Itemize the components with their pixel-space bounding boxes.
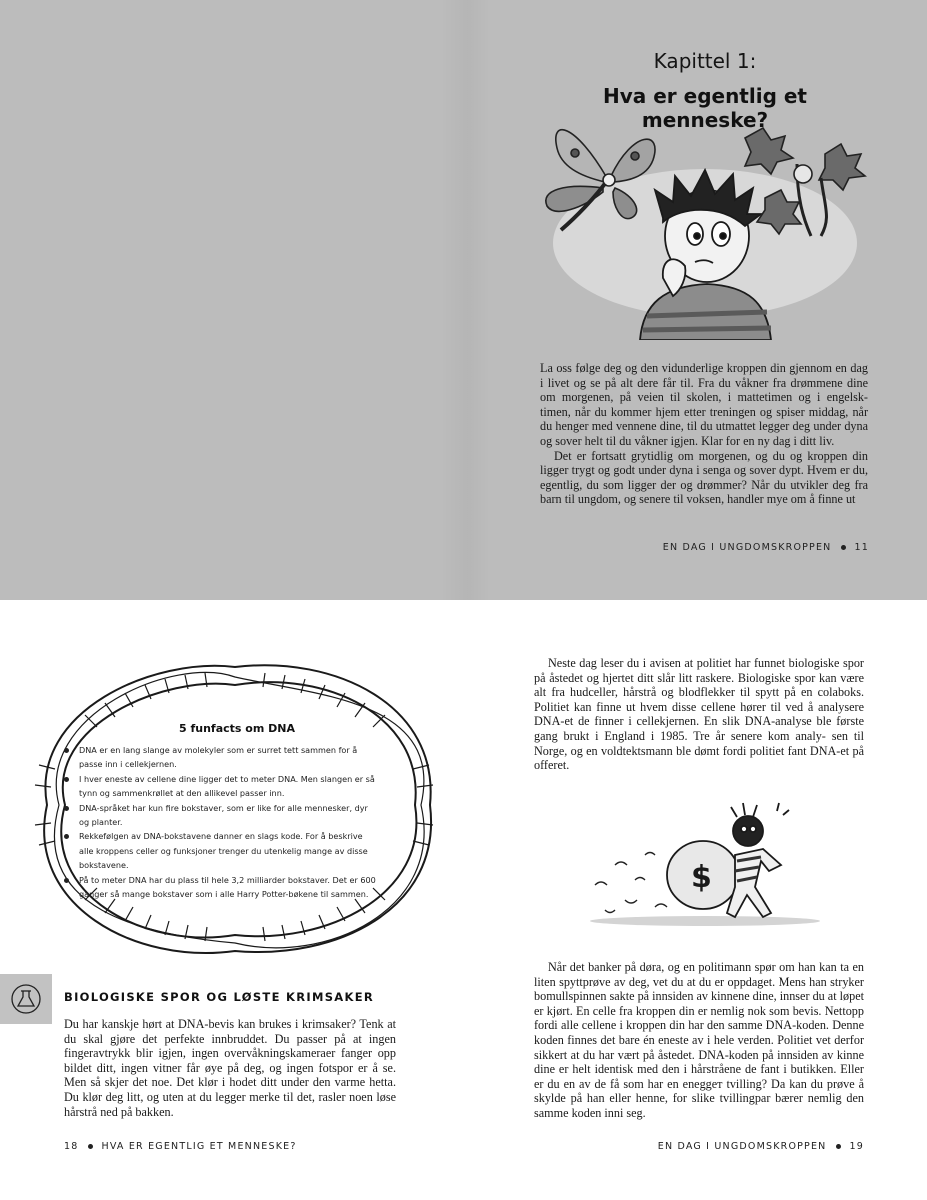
text-line: at du skal gjøre det perfekte innbruddet. Du passer på at ingen [64,1017,397,1046]
text-line: dine om morgenen, på veien til skolen, i mattetimen og i engelsk- [540,375,868,405]
running-footer-right [658,1141,864,1152]
text-line: løse hårstrå ned på bakken. [64,1089,397,1119]
text-line: og planter. [79,817,123,828]
text-line: barn til ungdom, og senere til voksen, handler mye om å finne ut [540,492,856,507]
text-line: kan være alt fra hudceller, hårstrå og blodflekker til spytt på en [534,670,864,700]
text-line: bokstavene. [79,860,129,871]
money-bag-icon [667,841,739,909]
text-line: bildet ditt, ingen vitner får øye på deg, og ingen fotspor er å se. [64,1060,396,1075]
bullet-dot [841,545,846,550]
list-item [62,743,412,772]
bullet-dot [836,1144,841,1149]
text-line: analysere DNA-et de finner i cellekjernen. En slik DNA-analyse [534,699,865,729]
text-line: ta en liten spyttprøve av deg, vet du at du er oppdaget. Mens [534,960,865,989]
running-footer-left [64,1141,297,1152]
text-line: alle kroppens celler og funksjoner trenger du utenkelig mange av disse [79,845,368,856]
text-line: La oss følge deg og den vidunderlige kroppen din gjennom en [540,361,847,375]
text-line: ligger trygt og godt under dyna i senga og sover dypt. Hvem er du, [540,463,868,478]
text-line: Det er fortsatt grytidlig om morgenen, og du og kroppen din [554,448,868,463]
body-paragraph [534,656,864,773]
text-line: Rekkefølgen av DNA-bokstavene danner en slags kode. For å beskrive [79,831,363,842]
text-line: hele verden. Politiet vet derfor sikkert at du har vært på åstedet. [534,1032,864,1062]
text-line: DNA-språket har kun fire bokstaver, som er like for alle mennesker, dyr [79,802,368,813]
text-line: egentlig, du som ligger der og drømmer? Når du utvikler deg fra [540,477,868,492]
text-line: DNA-et på offeret. [534,743,864,773]
text-line: Neste dag leser du i avisen at politiet har funnet biologiske [548,656,840,670]
text-line: innser du at løpet er kjørt. En celle fra kroppen din er nemlig [534,989,865,1018]
funfacts-box [62,722,412,901]
thief-illustration [585,795,825,935]
chapter-label: Kapittel 1: [653,49,757,73]
text-line: slike tvillingpar bærer nemlig den samme koden inni seg. [534,1091,864,1120]
text-line: nok som bevis. Nettopp fordi alle cellene i kroppen din har den [534,1003,864,1033]
funfacts-title: 5 funfacts om DNA [179,722,295,735]
text-line: i ditt liv. [793,433,835,448]
text-line: Men så skjer det noe. Det klør i hodet ditt under den varme hetta. [64,1075,396,1090]
text-line: DNA er en lang slange av molekyler som er surret tett sammen for å [79,745,358,755]
page-number: 11 [854,542,869,553]
text-line: samme DNA-koden. Denne koden finnes det bare én eneste av i [534,1018,865,1047]
text-line: tynn og sammenkrøllet at den allikevel passer inn. [79,788,285,799]
page-gutter [440,0,490,600]
text-line: Når det banker på døra, og en politimann spør om han kan [548,960,837,974]
running-head: EN DAG I UNGDOMSKROPPEN [657,1141,827,1152]
running-head: HVA ER EGENTLIG ET MENNESKE? [101,1141,297,1152]
text-line: fingeravtrykk blir igjen, ingen overvåkningskameraer fanger opp [64,1046,396,1061]
text-line: colaboks. Politiet kan finne ut hvem disse cellene hører til ved å [534,685,865,714]
text-line: Du har kanskje hørt at DNA-bevis kan brukes i krimsaker? Tenk [64,1017,384,1031]
right-body-text-2 [534,960,864,1121]
text-line: passe inn i cellekjernen. [79,759,177,770]
list-item [62,801,412,830]
page-number: 19 [849,1141,864,1152]
intro-paragraph [540,449,868,507]
text-line: dag i livet og se på alt dere får til. Fra du våkner fra drømmene [540,361,868,390]
text-line: På to meter DNA har du plass til hele 3,2 milliarder bokstaver. Det er 600 [79,874,376,885]
right-body-text-1 [534,656,864,773]
funfacts-list [62,743,412,901]
chapter-illustration [535,118,870,340]
text-line: Du klør deg litt, og uten at du legger merke til det, rasler noen [64,1089,373,1104]
chapter-intro-text [540,361,868,507]
left-body-text [64,1017,396,1119]
intro-paragraph [540,361,868,449]
text-line: sen til Norge, og en voldtektsmann ble dømt fordi politiet fant [534,728,865,758]
text-line: hårstråene de fant i butikken. Eller er du en av de få som har en [534,1062,864,1091]
body-paragraph [64,1017,396,1119]
chapter-title: Hva er egentlig et menneske? [603,84,807,132]
text-line: når du henger med vennene dine, til du utmattet legger deg [540,404,869,434]
svg-text:$: $ [691,860,712,895]
flask-icon [0,974,52,1024]
text-line: I hver eneste av cellene dine ligger det to meter DNA. Men slangen er så [79,773,375,784]
text-line: eneggет tvilling? Da kan du prøve å skylde på han eller henne, for [534,1076,865,1106]
text-line: under dyna og sover helt til du våkner igjen. Klar for en ny dag [540,419,869,448]
text-line: ganger så mange bokstaver som i alle Harry Potter-bøkene til sammen. [79,889,369,900]
page-number: 18 [64,1141,79,1152]
thief-icon [727,803,789,917]
section-heading: BIOLOGISKE SPOR OG LØSTE KRIMSAKER [64,990,375,1004]
text-line: spor på åstedet og hjertet ditt slår litt raskere. Biologiske spor [534,656,864,685]
list-item [62,829,412,872]
section-tab [0,974,52,1024]
list-item [62,772,412,801]
text-line: ble første gang brukt i England i 1985. Tre år senere kom analy- [534,714,865,743]
running-head: EN DAG I UNGDOMSKROPPEN [662,542,832,553]
text-line: DNA-koden på innsiden av kinne dine er helt identisk med den i [534,1047,864,1077]
text-line: han stryker bomullspinnen sakte på innsiden av kinnene dine, [534,974,864,1004]
bullet-dot [88,1144,93,1149]
body-paragraph [534,960,864,1121]
list-item [62,873,412,902]
running-footer-top [663,542,869,553]
text-line: timen, når du kommer hjem etter treningen og spiser middag, [540,404,849,419]
